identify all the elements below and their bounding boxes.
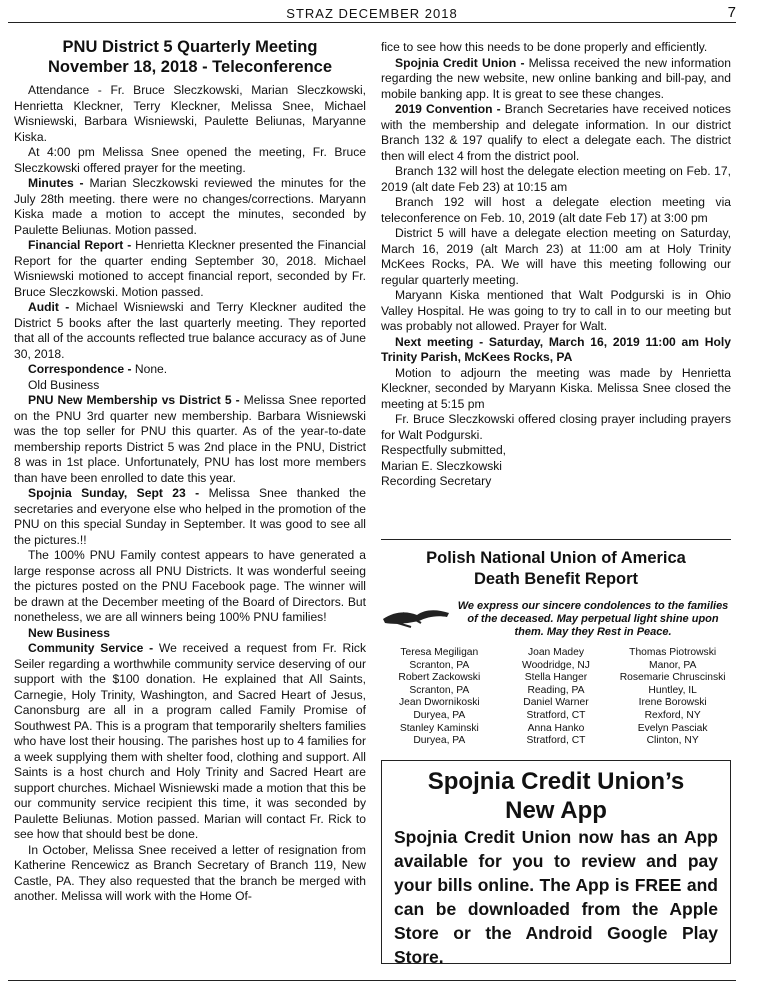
correspondence-paragraph xyxy=(14,362,366,378)
section-divider xyxy=(381,539,731,540)
signature-line2: Marian E. Sleczkowski xyxy=(381,458,502,473)
old-business-heading: Old Business xyxy=(28,377,100,392)
deceased-entry: Anna Hanko xyxy=(527,722,585,734)
spojnia-sunday-text: Melissa Snee thanked the secretaries and everyone else who helped in the promotion of the PNU on this special Sunday in September. It was good to see all the pictures.!! xyxy=(14,486,366,547)
closing-paragraph: Fr. Bruce Sleczkowski offered closing prayer including prayers for Walt Podgurski. xyxy=(381,412,731,442)
deceased-entry: Stella Hanger xyxy=(524,672,588,684)
deceased-location: Woodridge, NJ xyxy=(522,659,590,671)
deceased-location: Scranton, PA xyxy=(409,684,470,696)
deceased-entry: Thomas Piotrowski xyxy=(629,647,717,658)
walt-paragraph: Maryann Kiska mentioned that Walt Podgurski is in Ohio Valley Hospital. He was going to try to call in to our meeting but was probably not allowed. Prayer for Walt. xyxy=(381,288,731,333)
minutes-paragraph xyxy=(14,176,366,238)
praying-hands-icon xyxy=(381,603,455,636)
deceased-location: Clinton, NY xyxy=(646,735,699,747)
branch-192-paragraph: Branch 192 will host a delegate election meeting via teleconference on Feb. 10, 2019 (alt date Feb 17) at 3:00 pm xyxy=(381,195,731,225)
correspondence-text: None. xyxy=(131,362,168,376)
financial-text: Henrietta Kleckner presented the Financial Report for the quarter ending September 30, 2018. Michael Wisniewski motioned to accept financial report, seconded by Fr. Bruce Sleczkowski. Motion passed. xyxy=(14,238,366,299)
deceased-location: Duryea, PA xyxy=(413,709,466,721)
meeting-title-line2: November 18, 2018 - Teleconference xyxy=(48,58,332,76)
membership-label: PNU New Membership vs District 5 - xyxy=(28,393,240,407)
district-5-paragraph: District 5 will have a delegate election meeting on Saturday, March 16, 2019 (alt March 23) at 11:00 am at Holy Trinity McKees Rocks, PA. We will have this meeting following our regular quarterly meeting. xyxy=(381,226,731,287)
financial-label: Financial Report - xyxy=(28,238,132,252)
credit-union-label: Spojnia Credit Union - xyxy=(395,55,525,70)
deceased-entry: Rosemarie Chruscinski xyxy=(619,672,726,684)
branch-132-paragraph: Branch 132 will host the delegate election meeting on Feb. 17, 2019 (alt date Feb 23) at 10:15 am xyxy=(381,164,731,194)
convention-text: Branch Secretaries have received notices with the membership and delegate information. In our district Branch 132 & 197 qualify to elect a delegate each. The district then will elect 4 from the district pool. xyxy=(381,102,731,163)
correspondence-label: Correspondence - xyxy=(28,362,132,376)
meeting-title xyxy=(14,37,366,77)
app-box-title-line1: Spojnia Credit Union’s xyxy=(427,768,685,795)
signature-line3: Recording Secretary xyxy=(381,474,492,488)
deceased-entry: Teresa Megiligan xyxy=(400,647,479,658)
contest-paragraph: The 100% PNU Family contest appears to have generated a large response across all PNU Districts. It was wonderful seeing the pictures posted on the PNU Facebook page. The winner will be drawn at the December meeting of the Board of Directors. But nonetheless, we are all winners being 100% PNU families! xyxy=(14,548,366,624)
condolence-intro xyxy=(381,600,731,639)
death-report-title-line1: Polish National Union of America xyxy=(426,549,686,567)
october-paragraph: In October, Melissa Snee received a letter of resignation from Katherine Rencewicz as Branch Secretary of Branch 119, New Castle, PA. They also requested that the branch be merged with another. Melissa will work with the Home Of- xyxy=(14,842,366,903)
spojnia-sunday-label: Spojnia Sunday, Sept 23 - xyxy=(28,486,200,500)
adjourn-paragraph: Motion to adjourn the meeting was made by Henrietta Kleckner, seconded by Maryann Kiska. Melissa Snee closed the meeting at 5:15 pm xyxy=(381,365,731,411)
credit-union-paragraph xyxy=(381,56,731,103)
deceased-names-grid xyxy=(381,647,731,748)
condolence-text: We express our sincere condolences to the families of the deceased. May perpetual light shine upon them. May they Rest in Peace. xyxy=(457,600,729,638)
convention-paragraph xyxy=(381,102,731,164)
opened-paragraph: At 4:00 pm Melissa Snee opened the meeting, Fr. Bruce Sleczkowski offered prayer for the meeting. xyxy=(14,145,366,175)
next-meeting-paragraph xyxy=(381,335,731,366)
deceased-location: Huntley, IL xyxy=(648,684,697,696)
membership-text: Melissa Snee reported on the PNU 3rd quarter new membership. Barbara Wisniewski was the top seller for PNU this quarter. As of the year-to-date membership reports District 5 was 2nd place in the PNU, District 8 was in 1st place. Unfortunately, PNU has lost more members than have been enrolled to date this year. xyxy=(14,393,366,485)
community-label: Community Service - xyxy=(28,641,154,655)
spojnia-sunday-paragraph xyxy=(14,486,366,548)
app-box-body: Spojnia Credit Union now has an App available for you to review and pay your bills online. The App is FREE and can be downloaded from the Apple Store or the Android Google Play Store. xyxy=(394,827,718,967)
new-business-heading xyxy=(14,626,366,642)
deceased-location: Stratford, CT xyxy=(526,735,586,747)
deceased-location: Stratford, CT xyxy=(526,709,586,721)
community-paragraph xyxy=(14,641,366,843)
minutes-text: Marian Sleczkowski reviewed the minutes for the July 28th meeting. there were no changes/corrections. Maryann Kiska made a motion to accept the minutes, seconded by Paulette Beliunas. Motion passed. xyxy=(14,176,366,237)
membership-paragraph xyxy=(14,393,366,486)
continued-paragraph: fice to see how this needs to be done properly and efficiently. xyxy=(381,40,708,54)
deceased-location: Manor, PA xyxy=(649,659,697,671)
new-business-label: New Business xyxy=(28,625,110,640)
audit-text: Michael Wisniewski and Terry Kleckner audited the District 5 books after the last quarterly meeting. They reported that all of the accounts reflected true balance accuracy as of June 30, 2018. xyxy=(14,300,366,361)
deceased-entry: Irene Borowski xyxy=(638,697,707,709)
deceased-entry: Evelyn Pasciak xyxy=(637,722,708,734)
page-number: 7 xyxy=(727,4,736,21)
newspaper-title: STRAZ DECEMBER 2018 xyxy=(286,6,458,21)
community-text: We received a request from Fr. Rick Seiler regarding a worthwhile community service deserving of our support with the $100 donation. He explained that All Saints, Carnegie, Holy Trinity, Washington, and Sacred Heart of Jesus, Canonsburg are all in a program called Family Promise of Southwest PA. This is a program that temporarily shelters families who have lost their housing. The parishes host up to 4 families for a week supplying them with shelter food, clothing and support. All Saints is a host church and Holy Trinity and Sacred Heart are support churches. Michael Wisniewski made a motion that this be our community service recipient this time, it was seconded by Paulette Beliunas. Motion passed. Marian will contact Fr. Rick to see how that should best be done. xyxy=(14,641,366,841)
next-meeting-text: Next meeting - Saturday, March 16, 2019 11:00 am Holy Trinity Parish, McKees Rocks, PA xyxy=(381,334,731,364)
attendance-paragraph: Attendance - Fr. Bruce Sleczkowski, Marian Sleczkowski, Henrietta Kleckner, Terry Kleckner, Melissa Snee, Michael Wisniewski, Barbara Wisniewski, Paulette Beliunas, Maryanne Kiska. xyxy=(14,83,366,144)
financial-paragraph xyxy=(14,238,366,300)
minutes-label: Minutes - xyxy=(28,176,84,190)
credit-union-app-box xyxy=(381,760,731,967)
death-benefit-report xyxy=(381,548,731,748)
audit-paragraph xyxy=(14,300,366,362)
meeting-title-line1: PNU District 5 Quarterly Meeting xyxy=(62,38,318,56)
deceased-entry: Jean Dwornikoski xyxy=(398,697,480,709)
audit-label: Audit - xyxy=(28,300,70,314)
signature-line1: Respectfully submitted, xyxy=(381,443,507,457)
deceased-entry: Joan Madey xyxy=(527,647,585,658)
right-column xyxy=(381,40,731,490)
left-column xyxy=(14,28,366,905)
deceased-location: Rexford, NY xyxy=(644,709,701,721)
death-report-title-line2: Death Benefit Report xyxy=(473,570,639,588)
app-box-title-line2: New App xyxy=(505,797,607,824)
credit-union-text: Melissa received the new information regarding the new website, new online banking and bill-pay, and mobile banking app. It is great to see these changes. xyxy=(381,55,731,101)
deceased-location: Reading, PA xyxy=(527,684,585,696)
deceased-location: Duryea, PA xyxy=(413,735,466,747)
convention-label: 2019 Convention - xyxy=(395,102,501,116)
deceased-entry: Robert Zackowski xyxy=(398,672,481,684)
deceased-location: Scranton, PA xyxy=(409,659,470,671)
page-header xyxy=(8,4,736,23)
page-bottom-rule xyxy=(8,980,736,981)
deceased-entry: Daniel Warner xyxy=(523,697,589,709)
deceased-entry: Stanley Kaminski xyxy=(399,722,479,734)
